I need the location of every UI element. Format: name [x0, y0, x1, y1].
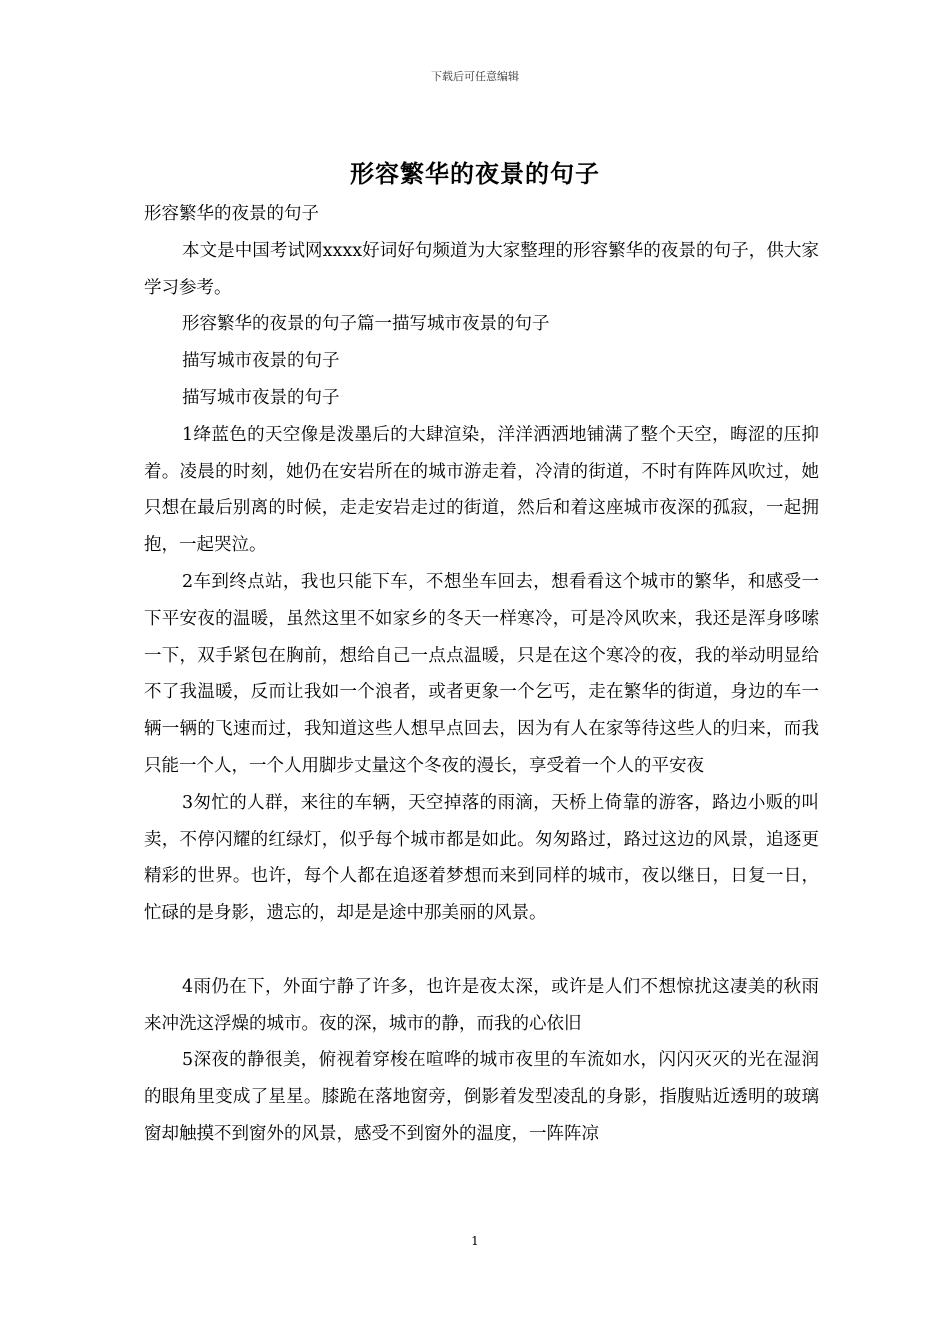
page-number: 1	[471, 1234, 479, 1248]
page-header: 下载后可任意编辑	[431, 70, 519, 83]
paragraph-item-2: 2车到终点站，我也只能下车，不想坐车回去，想看看这个城市的繁华，和感受一下平安夜的温暖，虽然这里不如家乡的冬天一样寒冷，可是冷风吹来，我还是浑身哆嗦一下，双手紧包在胸前，想给自己一点点温暖，只是在这个寒冷的夜，我的举动明显给不了我温暖，反而让我如一个浪者，或者更象一个乞丐，走在繁华的街道，身边的车一辆一辆的飞速而过，我知道这些人想早点回去，因为有人在家等待这些人的归来，而我只能一个人，一个人用脚步丈量这个冬夜的漫长，享受着一个人的平安夜	[144, 571, 819, 776]
paragraph-heading: 描写城市夜景的句子	[182, 387, 340, 408]
paragraph-item-3: 3匆忙的人群，来往的车辆，天空掉落的雨滴，天桥上倚靠的游客，路边小贩的叫卖，不停闪耀的红绿灯，似乎每个城市都是如此。匆匆路过，路过这边的风景，追逐更精彩的世界。也许，每个人都在追逐着梦想而来到同样的城市，夜以继日，日复一日，忙碌的是身影，遗忘的，却是是途中那美丽的风景。	[144, 792, 819, 924]
paragraph-item-1: 1绛蓝色的天空像是泼墨后的大肆渲染，洋洋洒洒地铺满了整个天空，晦涩的压抑着。凌晨的时刻，她仍在安岩所在的城市游走着，冷清的街道，不时有阵阵风吹过，她只想在最后别离的时候，走走安岩走过的街道，然后和着这座城市夜深的孤寂，一起拥抱，一起哭泣。	[144, 424, 819, 556]
paragraph-item-5: 5深夜的静很美，俯视着穿梭在喧哗的城市夜里的车流如水，闪闪灭灭的光在湿润的眼角里变成了星星。膝跪在落地窗旁，倒影着发型凌乱的身影，指腹贴近透明的玻璃窗却触摸不到窗外的风景，感受不到窗外的温度，一阵阵凉	[144, 1050, 819, 1144]
paragraph-intro: 本文是中国考试网xxxx好词好句频道为大家整理的形容繁华的夜景的句子，供大家学习参考。	[144, 240, 819, 298]
paragraph-subtitle: 形容繁华的夜景的句子	[144, 204, 319, 224]
paragraph-heading: 描写城市夜景的句子	[182, 351, 340, 372]
blank-line	[144, 932, 819, 969]
document-body	[144, 196, 819, 1153]
paragraph-section-heading: 形容繁华的夜景的句子篇一描写城市夜景的句子	[182, 314, 550, 335]
document-title: 形容繁华的夜景的句子	[350, 159, 600, 188]
paragraph-item-4: 4雨仍在下，外面宁静了许多，也许是夜太深，或许是人们不想惊扰这凄美的秋雨来冲洗这浮燥的城市。夜的深，城市的静，而我的心依旧	[144, 976, 819, 1034]
